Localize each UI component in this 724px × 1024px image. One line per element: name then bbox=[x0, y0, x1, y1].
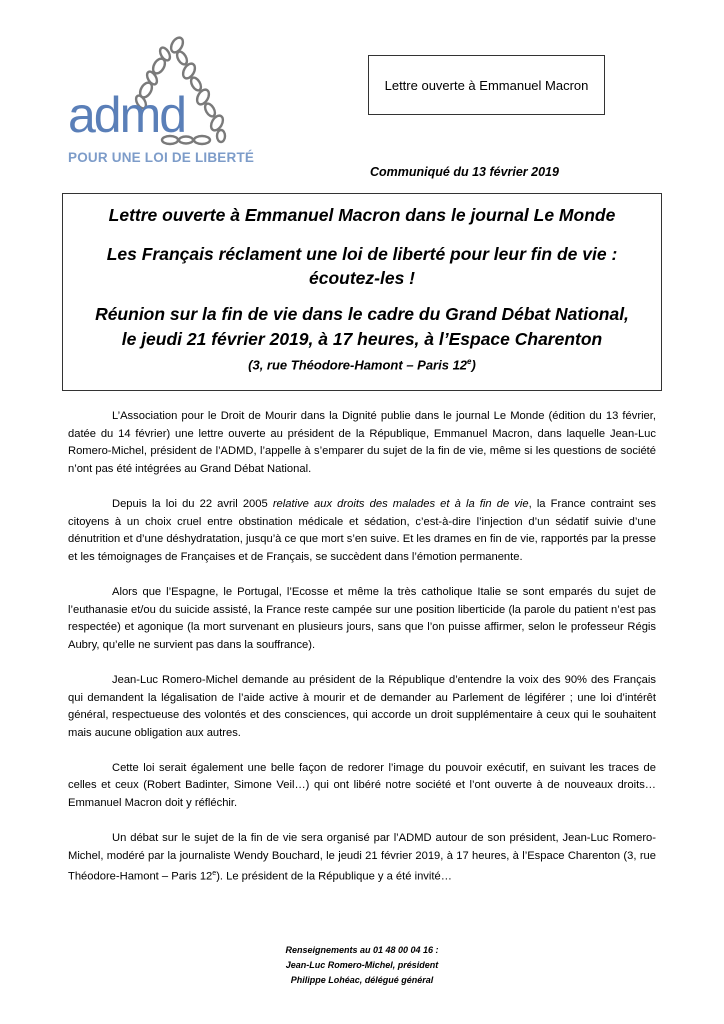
paragraph bbox=[68, 496, 656, 566]
paragraph: L’Association pour le Droit de Mourir dans la Dignité publie dans le journal Le Monde (édition du 13 février, datée du 14 février) une lettre ouverte au président de la République, Emmanuel Macron, dans laquelle Jean-Luc Romero-Michel, président de l’ADMD, l’appelle à s’emparer du sujet de la fin de vie, même si les questions de société n’ont pas été intégrées au Grand Débat National. bbox=[68, 410, 656, 475]
subtitle-line: écoutez-les ! bbox=[309, 268, 415, 288]
event-address bbox=[63, 353, 661, 373]
event-line: Réunion sur la fin de vie dans le cadre du Grand Débat National, bbox=[95, 304, 629, 324]
address-sup: e bbox=[467, 357, 472, 366]
paragraph-sup: e bbox=[212, 870, 217, 878]
footer-line: Philippe Lohéac, délégué général bbox=[290, 975, 434, 985]
logo-tagline: POUR UNE LOI DE LIBERTÉ bbox=[68, 150, 255, 165]
subtitle bbox=[63, 242, 661, 290]
footer-line: Renseignements au 01 48 00 04 16 : bbox=[285, 945, 439, 955]
title-line: Lettre ouverte à Emmanuel Macron dans le journal Le Monde bbox=[108, 205, 616, 225]
paragraph: Jean-Luc Romero-Michel demande au président de la République d’entendre la voix des 90% des Français qui demandent la légalisation de l’aide active à mourir et de demander au Parlement de légiférer ; une loi d’intérêt général, respectueuse des volontés et des consciences, qui accorde un droit supplémentaire à ceux qui le souhaitent mais aucune obligation aux autres. bbox=[68, 673, 656, 739]
communique-date: Communiqué du 13 février 2019 bbox=[370, 165, 559, 179]
header-box: Lettre ouverte à Emmanuel Macron bbox=[368, 55, 605, 115]
address-text: (3, rue Théodore-Hamont – Paris 12 bbox=[248, 357, 468, 373]
contact-footer bbox=[0, 943, 724, 988]
law-title: relative aux droits des malades et à la fin de vie bbox=[272, 497, 529, 510]
logo-wordmark: admd bbox=[68, 87, 186, 143]
paragraph-text: , la France contraint ses citoyens à un choix cruel entre obstination médicale et sédation, c’est-à-dire l’injection d’un sédatif suivie d’une dénutrition et d’une déshydratation, jusqu’à ce que mort s’en suive. Et les drames en fin de vie, rapportés par la presse et les témoignages de Françaises et de Français, se succèdent dans l’émotion permanente. bbox=[68, 497, 657, 563]
paragraph-text: ). Le président de la République y a été invité… bbox=[216, 871, 452, 884]
paragraph-text: Depuis la loi du 22 avril 2005 bbox=[112, 497, 273, 510]
paragraph: Alors que l’Espagne, le Portugal, l’Ecosse et même la très catholique Italie se sont emparés du sujet de l’euthanasie et/ou du suicide assisté, la France reste campée sur une position liberticide (la parole du patient n’est pas respectée) et agonique (la mort survenant en plusieurs jours, sans que l’on puisse affirmer, selon le professeur Régis Aubry, qu’elle ne survient pas dans la souffrance). bbox=[68, 585, 656, 651]
admd-logo bbox=[66, 32, 266, 168]
title-box bbox=[62, 193, 662, 391]
address-close: ) bbox=[471, 357, 476, 373]
paragraph: Cette loi serait également une belle façon de redorer l’image du pouvoir exécutif, en suivant les traces de celles et ceux (Robert Badinter, Simone Veil…) qui ont libéré notre société et l’ont ouverte à de nouveaux droits… Emmanuel Macron doit y réfléchir. bbox=[68, 761, 656, 810]
event-heading bbox=[63, 302, 661, 352]
event-line: le jeudi 21 février 2019, à 17 heures, à l’Espace Charenton bbox=[121, 329, 603, 349]
paragraph bbox=[68, 830, 656, 887]
subtitle-line: Les Français réclament une loi de liberté pour leur fin de vie : bbox=[106, 244, 618, 264]
letter-body bbox=[68, 408, 656, 904]
footer-line: Jean-Luc Romero-Michel, président bbox=[285, 960, 439, 970]
paragraph-text: Un débat sur le sujet de la fin de vie sera organisé par l’ADMD autour de son président, Jean-Luc Romero-Michel, modéré par la journaliste Wendy Bouchard, le jeudi 21 février 2019, à 17 heures, à l’Espace Charenton (3, rue Théodore-Hamont – Paris 12 bbox=[68, 832, 656, 884]
